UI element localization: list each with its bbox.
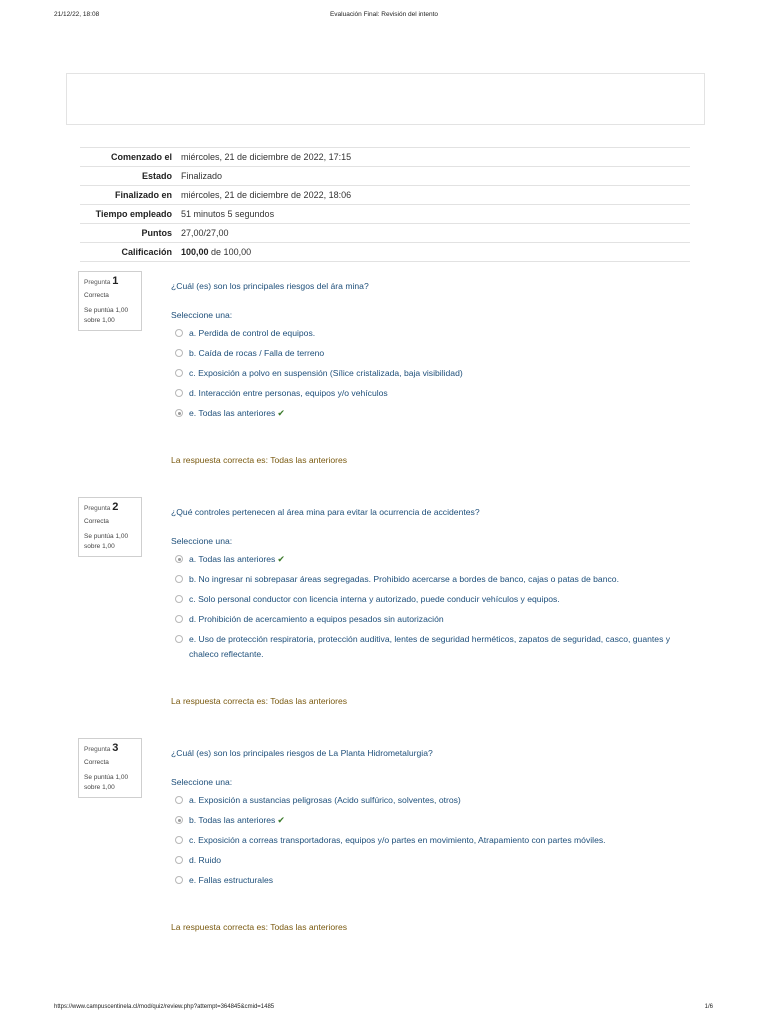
summary-row-state: [80, 167, 690, 186]
question-number: 2: [112, 501, 119, 513]
option-label: e. Fallas estructurales: [189, 875, 274, 885]
question-info-2: [78, 497, 142, 557]
summary-row-started: [80, 148, 690, 167]
option-label: c. Exposición a polvo en suspensión (Sílice cristalizada, baja visibilidad): [189, 368, 463, 378]
summary-value: Finalizado: [177, 167, 690, 186]
answer-option-selected[interactable]: [171, 406, 691, 421]
question-number: 3: [112, 742, 119, 754]
check-icon: ✔: [277, 408, 285, 418]
question-label: Pregunta: [84, 279, 111, 286]
option-label: b. Todas las anteriores: [189, 815, 276, 825]
question-number: 1: [112, 275, 119, 287]
print-url: https://www.campuscentinela.cl/mod/quiz/review.php?attempt=364845&cmid=1485: [54, 1004, 275, 1010]
answer-option-selected[interactable]: [171, 813, 691, 828]
radio-button[interactable]: [175, 856, 183, 864]
question-state: Correcta: [84, 292, 109, 299]
check-icon: ✔: [277, 815, 285, 825]
summary-value: 27,00/27,00: [177, 224, 690, 243]
correct-answer-feedback: La respuesta correcta es: Todas las anteriores: [171, 455, 348, 465]
question-text: ¿Qué controles pertenecen al área mina para evitar la ocurrencia de accidentes?: [171, 507, 480, 517]
answer-prompt: Seleccione una:: [171, 310, 233, 320]
summary-label: Calificación: [80, 243, 177, 262]
summary-row-grade: [80, 243, 690, 262]
question-label: Pregunta: [84, 746, 111, 753]
answer-option[interactable]: [171, 873, 691, 888]
summary-label: Estado: [80, 167, 177, 186]
radio-button[interactable]: [175, 615, 183, 623]
radio-button[interactable]: [175, 635, 183, 643]
radio-button[interactable]: [175, 796, 183, 804]
print-datetime: 21/12/22, 18:08: [54, 11, 100, 18]
question-body-3: [171, 747, 691, 888]
option-label: d. Prohibición de acercamiento a equipos pesados sin autorización: [189, 614, 444, 624]
answer-option-selected[interactable]: [171, 552, 691, 567]
summary-row-finished: [80, 186, 690, 205]
summary-value: 51 minutos 5 segundos: [177, 205, 690, 224]
question-info-1: [78, 271, 142, 331]
question-grade: Se puntúa 1,00 sobre 1,00: [84, 774, 129, 791]
grade-score: 100,00: [181, 247, 209, 257]
answer-option[interactable]: [171, 833, 691, 848]
question-state: Correcta: [84, 759, 109, 766]
option-label: d. Interacción entre personas, equipos y/o vehículos: [189, 388, 388, 398]
question-body-1: [171, 280, 691, 421]
answer-option[interactable]: [171, 346, 691, 361]
question-text: ¿Cuál (es) son los principales riesgos de La Planta Hidrometalurgia?: [171, 748, 433, 758]
radio-button-checked[interactable]: [175, 555, 183, 563]
page-number: 1/6: [704, 1004, 713, 1010]
summary-row-points: [80, 224, 690, 243]
correct-answer-feedback: La respuesta correcta es: Todas las anteriores: [171, 922, 348, 932]
question-grade: Se puntúa 1,00 sobre 1,00: [84, 307, 129, 324]
attempt-summary-table: [80, 147, 690, 262]
radio-button[interactable]: [175, 369, 183, 377]
radio-button-checked[interactable]: [175, 409, 183, 417]
check-icon: ✔: [277, 554, 285, 564]
question-text: ¿Cuál (es) son los principales riesgos del ára mina?: [171, 281, 369, 291]
radio-button[interactable]: [175, 349, 183, 357]
option-label: b. No ingresar ni sobrepasar áreas segregadas. Prohibido acercarse a bordes de banco, cajas o patas de banco.: [189, 574, 619, 584]
option-label: c. Exposición a correas transportadoras, equipos y/o partes en movimiento, Atrapamiento con partes móviles.: [189, 835, 606, 845]
radio-button[interactable]: [175, 389, 183, 397]
answer-option[interactable]: [171, 853, 691, 868]
summary-value: [177, 243, 690, 262]
radio-button-checked[interactable]: [175, 816, 183, 824]
summary-row-time: [80, 205, 690, 224]
option-label: e. Uso de protección respiratoria, protección auditiva, lentes de seguridad herméticos, zapatos de seguridad, casco, guantes y chaleco reflectante.: [189, 634, 671, 659]
radio-button[interactable]: [175, 595, 183, 603]
question-body-2: [171, 506, 691, 662]
summary-value: miércoles, 21 de diciembre de 2022, 17:15: [177, 148, 690, 167]
radio-button[interactable]: [175, 575, 183, 583]
option-label: a. Perdida de control de equipos.: [189, 328, 316, 338]
question-grade: Se puntúa 1,00 sobre 1,00: [84, 533, 129, 550]
radio-button[interactable]: [175, 876, 183, 884]
grade-max: de 100,00: [211, 247, 252, 257]
option-label: a. Exposición a sustancias peligrosas (Acido sulfúrico, solventes, otros): [189, 795, 461, 805]
answer-option[interactable]: [171, 612, 691, 627]
answer-option[interactable]: [171, 793, 691, 808]
question-state: Correcta: [84, 518, 109, 525]
question-info-3: [78, 738, 142, 798]
option-label: a. Todas las anteriores: [189, 554, 276, 564]
header-placeholder-box: [66, 73, 705, 125]
summary-label: Puntos: [80, 224, 177, 243]
option-label: d. Ruido: [189, 855, 222, 865]
option-label: e. Todas las anteriores: [189, 408, 276, 418]
answer-option[interactable]: [171, 592, 691, 607]
question-label: Pregunta: [84, 505, 111, 512]
summary-label: Tiempo empleado: [80, 205, 177, 224]
answer-option[interactable]: [171, 632, 691, 662]
correct-answer-feedback: La respuesta correcta es: Todas las anteriores: [171, 696, 348, 706]
option-label: b. Caída de rocas / Falla de terreno: [189, 348, 325, 358]
summary-label: Finalizado en: [80, 186, 177, 205]
radio-button[interactable]: [175, 836, 183, 844]
answer-option[interactable]: [171, 572, 691, 587]
option-label: c. Solo personal conductor con licencia interna y autorizado, puede conducir vehículos y equipos.: [189, 594, 560, 604]
radio-button[interactable]: [175, 329, 183, 337]
print-title: Evaluación Final: Revisión del intento: [329, 11, 439, 18]
answer-option[interactable]: [171, 366, 691, 381]
summary-value: miércoles, 21 de diciembre de 2022, 18:06: [177, 186, 690, 205]
answer-option[interactable]: [171, 326, 691, 341]
answer-prompt: Seleccione una:: [171, 777, 233, 787]
answer-option[interactable]: [171, 386, 691, 401]
answer-prompt: Seleccione una:: [171, 536, 233, 546]
summary-label: Comenzado el: [80, 148, 177, 167]
